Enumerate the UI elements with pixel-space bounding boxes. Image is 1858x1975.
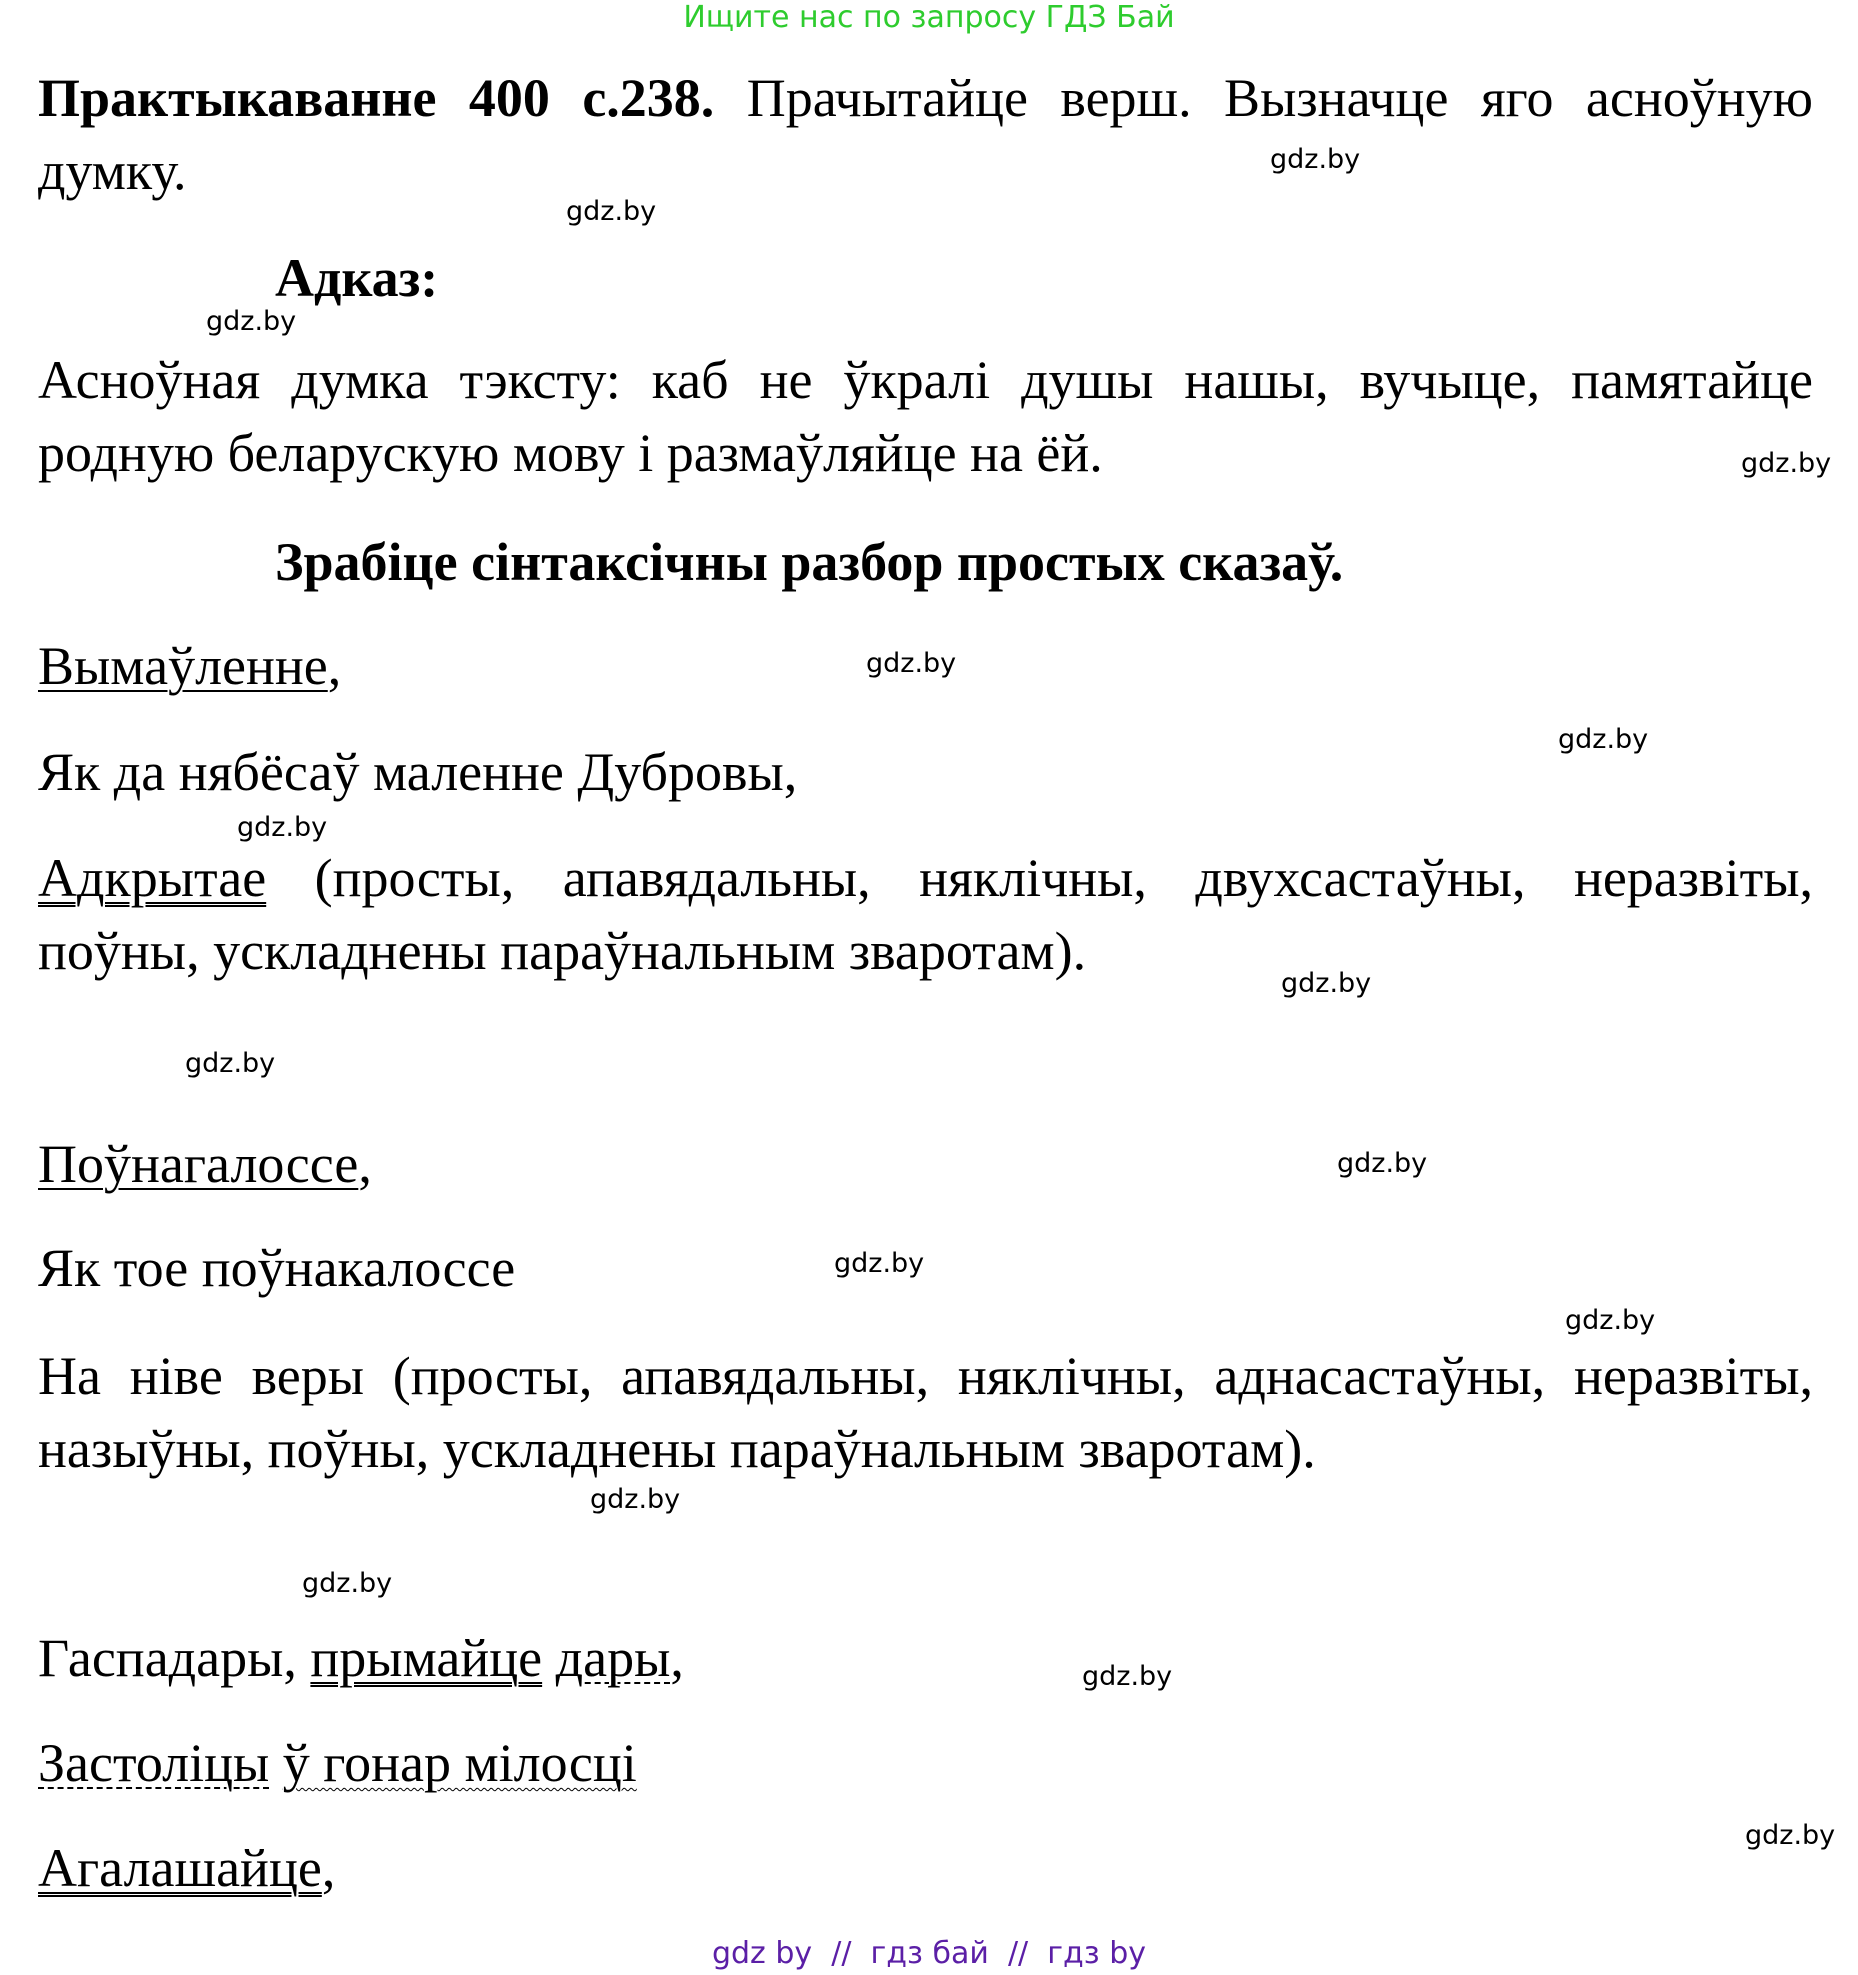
top-banner [0, 0, 1858, 36]
object-word: Застоліцы [38, 1733, 270, 1793]
punctuation: , [321, 1838, 336, 1898]
sentence1-line3 [38, 842, 1813, 988]
address-word: Гаспадары, [38, 1628, 311, 1688]
footer [0, 1936, 1858, 1972]
object-word: дары [555, 1628, 671, 1688]
space [542, 1628, 556, 1688]
watermark: gdz.by [1082, 1661, 1173, 1692]
watermark: gdz.by [590, 1484, 681, 1515]
watermark: gdz.by [1741, 448, 1832, 479]
watermark: gdz.by [1558, 724, 1649, 755]
watermark: gdz.by [237, 812, 328, 843]
space [269, 1733, 283, 1793]
punctuation: , [327, 636, 342, 696]
watermark: gdz.by [566, 196, 657, 227]
footer-link-gdz-bai[interactable]: гдз бай [870, 1936, 989, 1971]
adverbial-phrase: ў гонар мілосці [282, 1733, 637, 1793]
watermark: gdz.by [206, 306, 297, 337]
watermark: gdz.by [1337, 1148, 1428, 1179]
predicate-word: Адкрытае [38, 848, 267, 908]
footer-separator: // [812, 1936, 871, 1971]
analysis-text: (просты, апавядальны, няклічны, двухсастаўны, неразвіты, поўны, ускладнены параўнальным зваротам). [38, 848, 1813, 981]
watermark: gdz.by [866, 648, 957, 679]
exercise-statement [38, 62, 1813, 208]
punctuation: , [358, 1134, 372, 1194]
subject-word: Вымаўленне [38, 636, 328, 696]
watermark: gdz.by [1745, 1820, 1836, 1851]
predicate-word: Агалашайце [38, 1838, 322, 1898]
sentence1-line2: Як да нябёсаў маленне Дубровы, [38, 742, 798, 802]
watermark: gdz.by [1565, 1305, 1656, 1336]
sentence2-line1 [38, 1128, 372, 1201]
footer-separator: // [988, 1936, 1048, 1971]
parse-heading: Зрабіце сінтаксічны разбор простых сказаў. [275, 532, 1344, 592]
watermark: gdz.by [834, 1248, 925, 1279]
footer-link-gdz-by[interactable]: gdz by [711, 1936, 813, 1971]
sentence3-line2 [38, 1727, 637, 1800]
sentence3-line3 [38, 1832, 335, 1905]
answer-heading: Адказ: [275, 248, 439, 308]
main-idea: Асноўная думка тэксту: каб не ўкралі душы нашы, вучыце, памятайце родную беларускую мову і размаўляйце на ёй. [38, 350, 1813, 483]
footer-link-gdz-by-cyr[interactable]: гдз by [1047, 1936, 1147, 1971]
watermark: gdz.by [1281, 968, 1372, 999]
predicate-word: прымайце [310, 1628, 543, 1688]
watermark: gdz.by [185, 1048, 276, 1079]
exercise-task: Прачытайце верш. Вызначце яго асноўную думку. [38, 68, 1813, 201]
sentence3-line1 [38, 1622, 684, 1695]
sentence1-line1 [38, 630, 341, 703]
subject-word: Поўнагалоссе [38, 1134, 359, 1194]
exercise-label: Практыкаванне 400 с.238. [38, 68, 715, 128]
sentence2-line3: На ніве веры (просты, апавядальны, няклічны, аднасастаўны, неразвіты, назыўны, поўны, ускладнены параўнальным зваротам). [38, 1346, 1813, 1479]
watermark: gdz.by [302, 1568, 393, 1599]
sentence2-line2: Як тое поўнакалоссе [38, 1238, 516, 1298]
watermark: gdz.by [1270, 144, 1361, 175]
banner-text: Ищите нас по запросу ГДЗ Бай [683, 0, 1175, 35]
punctuation: , [670, 1628, 684, 1688]
